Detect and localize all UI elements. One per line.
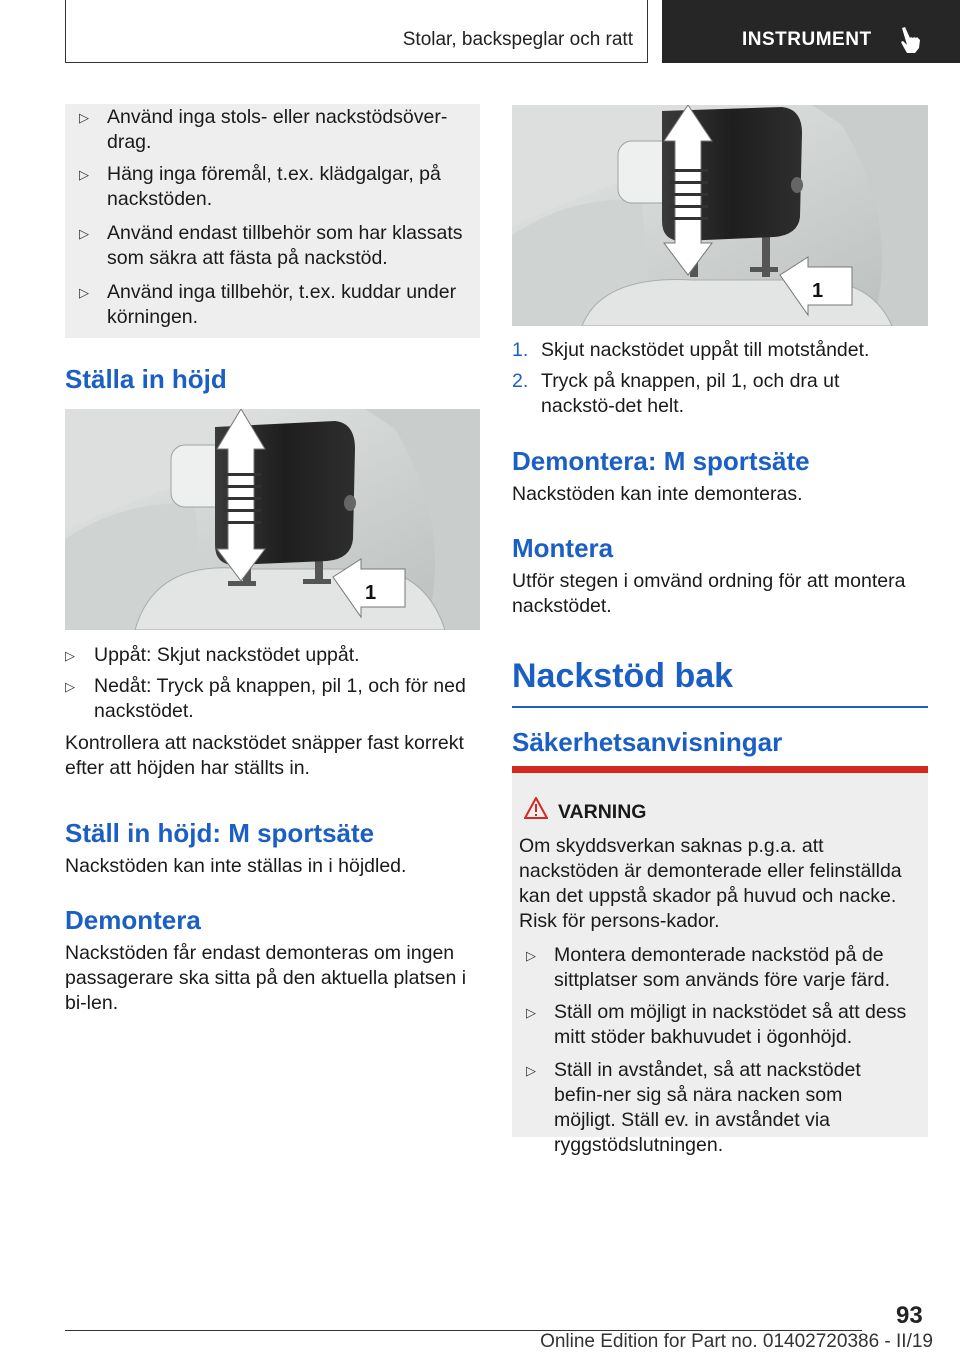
list-item-text: Använd endast tillbehör som har klassats som säkra att fästa på nackstöd. (107, 222, 463, 269)
warning-box (512, 766, 928, 1156)
list-item (79, 162, 474, 212)
list-item (526, 1058, 909, 1158)
warning-text: Om skyddsverkan saknas p.g.a. att nackstöden är demonterade eller felinställda kan det uppstå skador på huvud och nacke. Risk för persons-kador. (519, 835, 902, 932)
step-text: Skjut nackstödet uppåt till motståndet. (541, 339, 870, 361)
paragraph-kontrollera: Kontrollera att nackstödet snäpper fast korrekt efter att höjden har ställts in. (65, 732, 464, 779)
pointing-hand-icon (898, 26, 922, 54)
heading-demontera-m: Demontera: M sportsäte (512, 446, 810, 476)
list-item-text: Häng inga föremål, t.ex. klädgalgar, på nackstöden. (107, 163, 441, 210)
removal-steps (512, 338, 928, 419)
warning-title: VARNING (558, 801, 647, 823)
heading-montera: Montera (512, 533, 614, 563)
list-item-text: Ställ om möjligt in nackstödet så att dess mitt stöder bakhuvudet i ögonhöjd. (554, 1001, 907, 1048)
list-item (79, 221, 474, 271)
adjust-list (65, 643, 480, 724)
list-item-text: Montera demonterade nackstöd på de sittplatser som används före varje färd. (554, 944, 890, 991)
callout-number: 1 (365, 582, 377, 604)
triangle-bullet-icon: ▷ (79, 110, 89, 125)
step-number: 1. (512, 339, 529, 361)
headrest-removal-illustration (512, 105, 928, 326)
step-item (512, 338, 928, 363)
chapter-title: Stolar, backspeglar och ratt (402, 29, 633, 50)
section-tab[interactable] (662, 0, 960, 63)
headrest-illustration (65, 409, 480, 630)
list-item (526, 1000, 909, 1050)
heading-demontera: Demontera (65, 905, 201, 935)
paragraph-dem-m: Nackstöden kan inte demonteras. (512, 483, 803, 505)
headrest-drawing (65, 409, 480, 630)
list-item (65, 674, 474, 724)
triangle-bullet-icon: ▷ (526, 1063, 536, 1078)
step-number: 2. (512, 370, 529, 392)
section-tab-label: INSTRUMENT (742, 29, 872, 50)
list-item-text: Nedåt: Tryck på knappen, pil 1, och för ned nackstödet. (94, 675, 466, 722)
heading-nackstod-bak: Nackstöd bak (512, 657, 928, 708)
paragraph-stall-m: Nackstöden kan inte ställas in i höjdled. (65, 855, 407, 877)
triangle-bullet-icon: ▷ (79, 167, 89, 182)
triangle-bullet-icon: ▷ (526, 948, 536, 963)
safety-box (65, 104, 480, 338)
callout-number: 1 (812, 280, 824, 302)
step-item (512, 369, 911, 419)
paragraph-demontera: Nackstöden får endast demonteras om ingen passagerare ska sitta på den aktuella platsen i bi-len. (65, 942, 467, 1014)
footer-edition: Online Edition for Part no. 01402720386 - II/19 (540, 1331, 933, 1352)
list-item (79, 280, 474, 330)
warning-triangle-icon (524, 797, 548, 819)
paragraph-montera: Utför stegen i omvänd ordning för att montera nackstödet. (512, 570, 906, 617)
heading-stall-in-hojd-m: Ställ in höjd: M sportsäte (65, 818, 375, 848)
list-item-text: Ställ in avståndet, så att nackstödet befin-ner sig så nära nacken som möjligt. Ställ ev. in avståndet via ryggstödslutningen. (554, 1059, 861, 1156)
header-box (65, 0, 648, 63)
triangle-bullet-icon: ▷ (526, 1005, 536, 1020)
triangle-bullet-icon: ▷ (65, 648, 75, 663)
list-item-text: Använd inga stols- eller nackstödsöver-drag. (107, 106, 448, 153)
step-text: Tryck på knappen, pil 1, och dra ut nackstö-det helt. (541, 370, 840, 417)
triangle-bullet-icon: ▷ (65, 679, 75, 694)
list-item (65, 643, 480, 668)
list-item-text: Använd inga tillbehör, t.ex. kuddar under körningen. (107, 281, 457, 328)
heading-stalla-in-hojd: Ställa in höjd (65, 364, 227, 394)
triangle-bullet-icon: ▷ (79, 285, 89, 300)
list-item (79, 105, 474, 155)
list-item-text: Uppåt: Skjut nackstödet uppåt. (94, 644, 360, 666)
heading-sakerhetsanvisningar: Säkerhetsanvisningar (512, 727, 783, 757)
triangle-bullet-icon: ▷ (79, 226, 89, 241)
list-item (526, 943, 909, 993)
page-number: 93 (896, 1302, 923, 1329)
headrest-drawing-2 (512, 105, 928, 326)
